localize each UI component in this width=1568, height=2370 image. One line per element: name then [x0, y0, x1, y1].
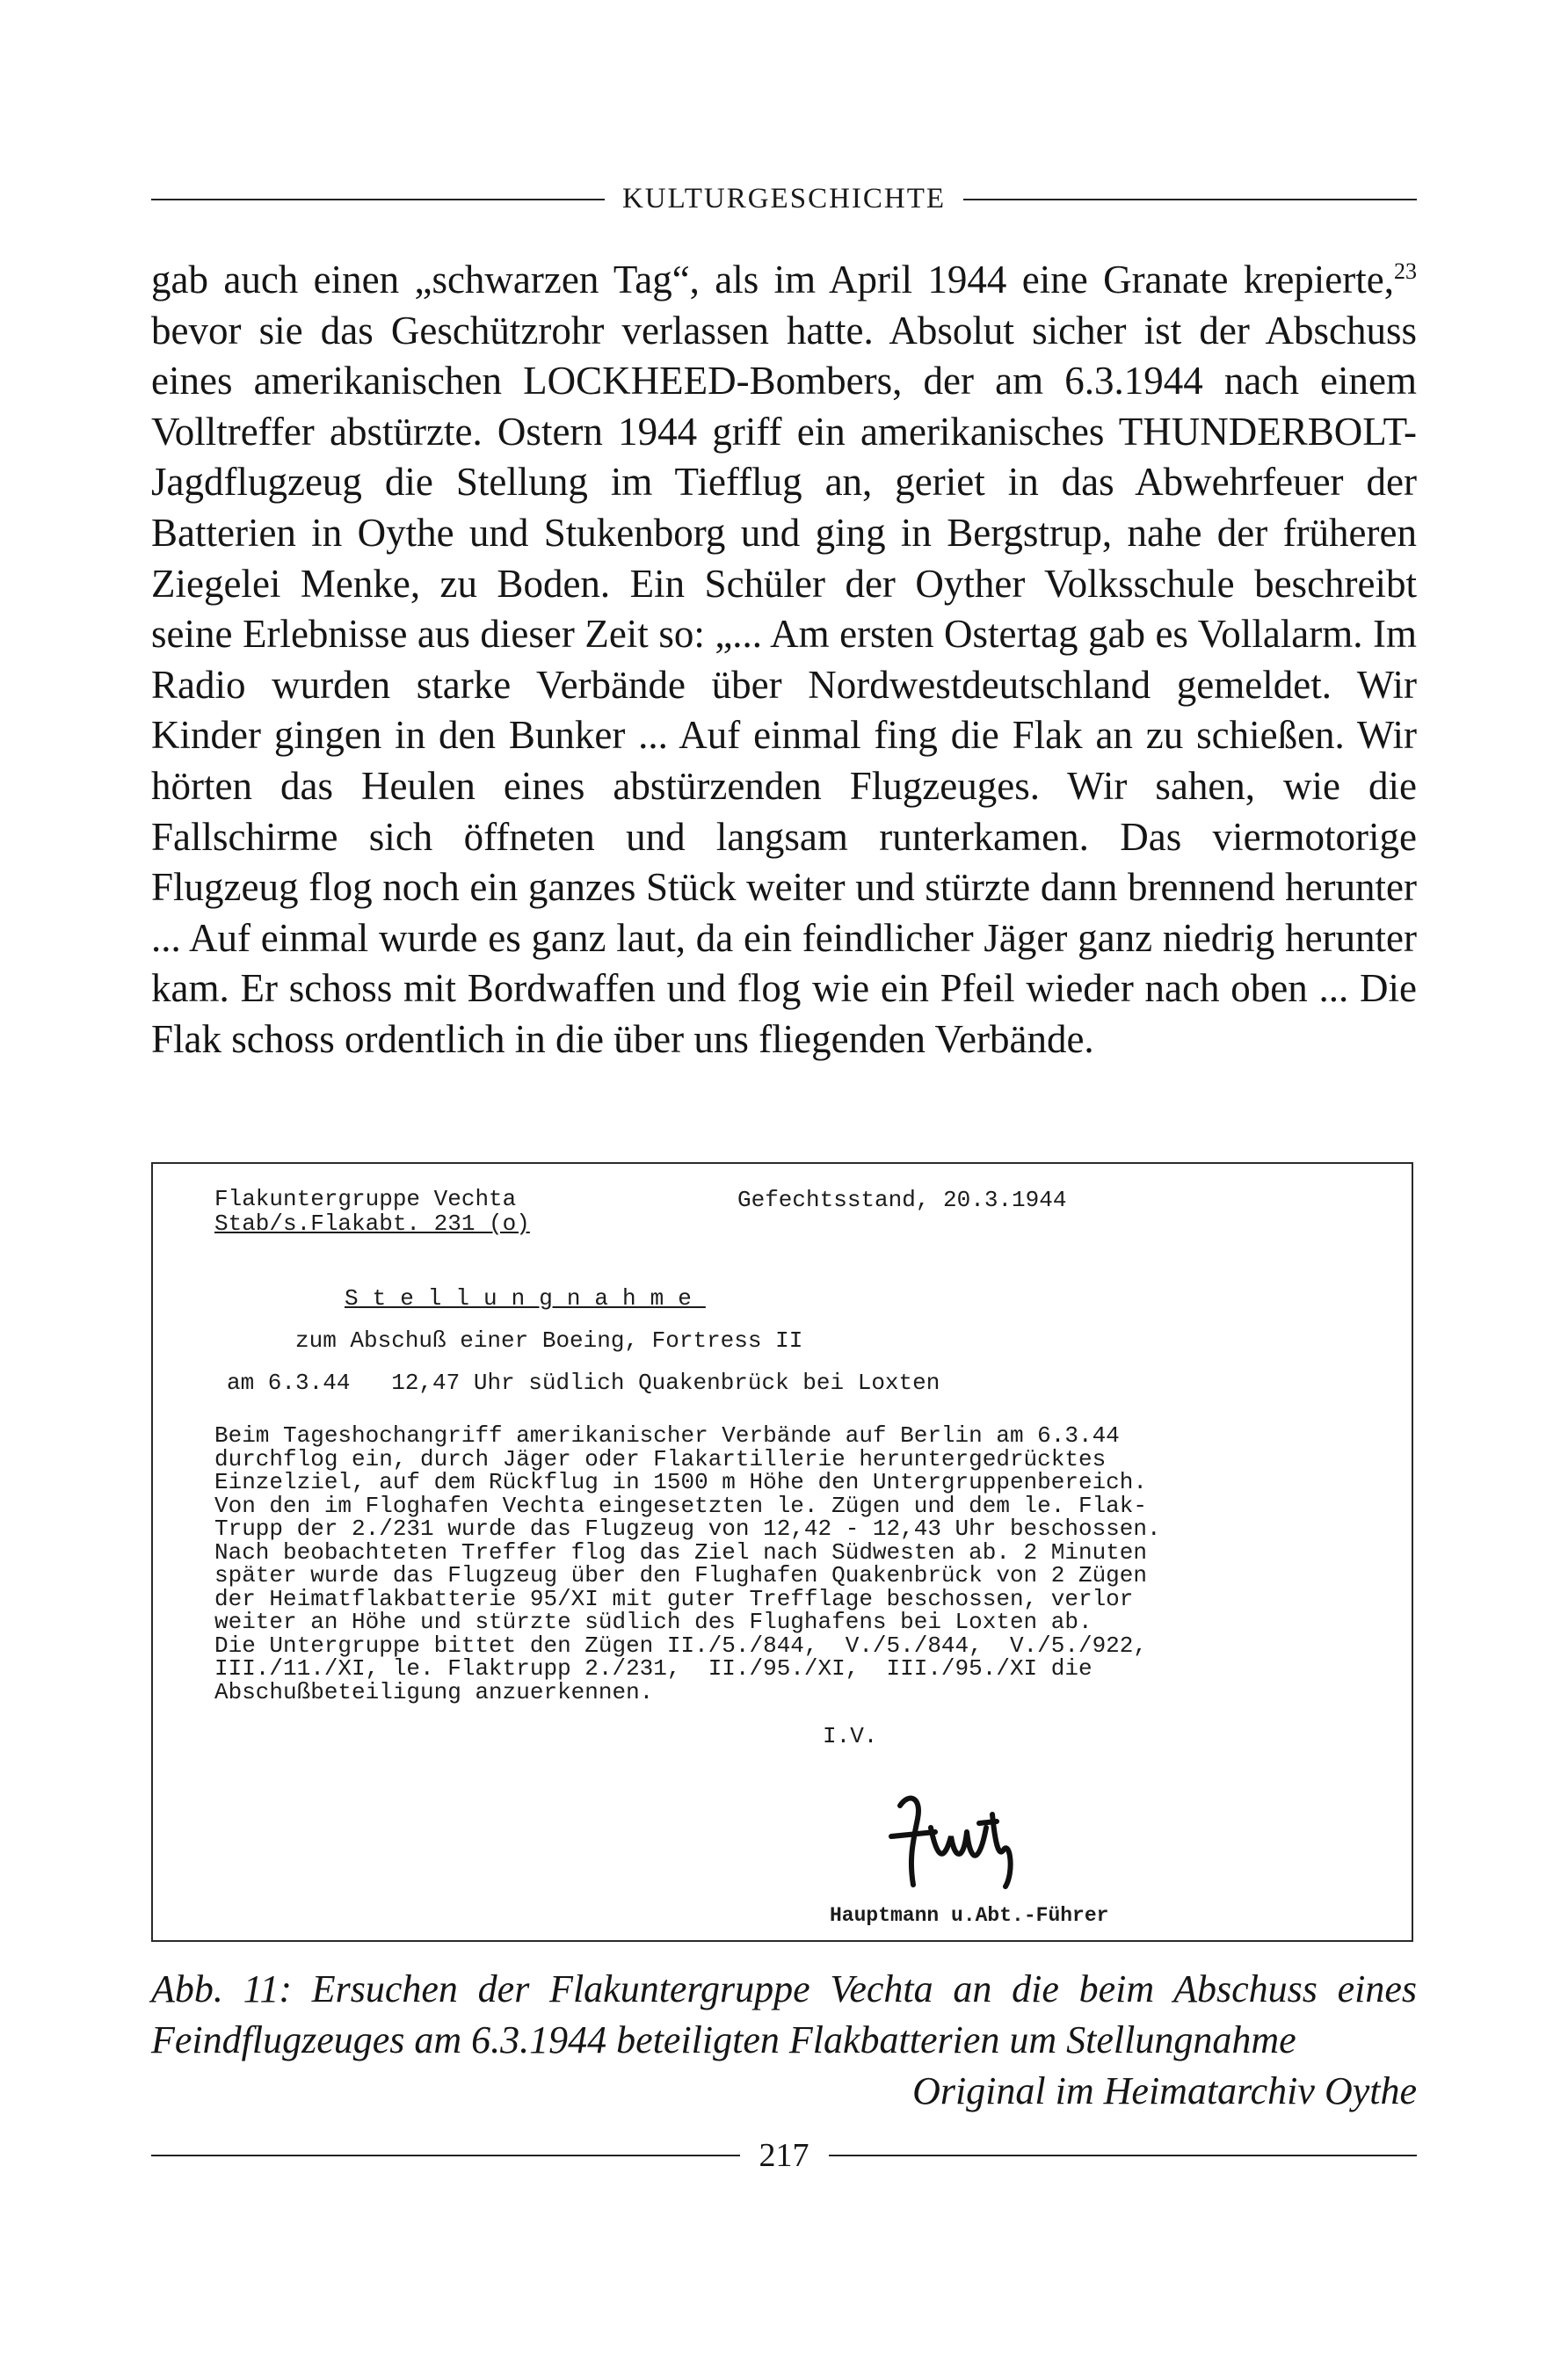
page-footer: [151, 2136, 1417, 2175]
running-head-rule-left: [151, 199, 605, 200]
body-text-part2: bevor sie das Geschützrohr verlassen hatte. Absolut sicher ist der Abschuss eines amerikanischen LOCKHEED-Bombers, der am 6.3.1944 nach einem Volltreffer abstürzte. Ostern 1944 griff ein amerikanisches THUNDERBOLT-Jagdflugzeug die Stellung im Tiefflug an, geriet in das Abwehrfeuer der Batterien in Oythe und Stukenborg und ging in Bergstrup, nahe der früheren Ziegelei Menke, zu Boden. Ein Schüler der Oyther Volksschule beschreibt seine Erlebnisse aus dieser Zeit so: „... Am ersten Ostertag gab es Vollalarm. Im Radio wurden starke Verbände über Nordwestdeutschland gemeldet. Wir Kinder gingen in den Bunker ... Auf einmal fing die Flak an zu schießen. Wir hörten das Heulen eines abstürzenden Flugzeuges. Wir sahen, wie die Fallschirme sich öffneten und langsam runterkamen. Das viermotorige Flugzeug flog noch ein ganzes Stück weiter und stürzte dann brennend herunter ... Auf einmal wurde es ganz laut, da ein feindlicher Jäger ganz niedrig herunter kam. Er schoss mit Bordwaffen und flog wie ein Pfeil wieder nach oben ... Die Flak schoss ordentlich in die über uns fliegenden Verbände.: [151, 308, 1417, 1061]
body-paragraph: [151, 255, 1417, 1065]
sender-unit: Flakuntergruppe Vechta: [214, 1186, 517, 1212]
document-body: Beim Tageshochangriff amerikanischer Verbände auf Berlin am 6.3.44 durchflog ein, durch Jäger oder Flakartillerie heruntergedrücktes Einzelziel, auf dem Rückflug in 1500 m Höhe den Untergruppenbereich. Von den im Floghafen Vechta eingesetzten le. Zügen und dem le. Flak- Trupp der 2./231 wurde das Flugzeug von 12,42 - 12,43 Uhr beschossen. Nach beobachteten Treffer flog das Ziel nach Südwesten ab. 2 Minuten später wurde das Flugzeug über den Flughafen Quakenbrück von 2 Zügen der Heimatflakbatterie 95/XI mit guter Trefflage beschossen, verlor weiter an Höhe und stürzte südlich des Flughafens bei Loxten ab. Die Untergruppe bittet den Zügen II./5./844, V./5./844, V./5./922, III./11./XI, le. Flaktrupp 2./231, II./95./XI, III./95./XI die Abschußbeteiligung anzuerkennen.: [214, 1422, 1161, 1705]
document-subtitle-2: am 6.3.44 12,47 Uhr südlich Quakenbrück bei Loxten: [227, 1370, 940, 1396]
caption-line-3: Original im Heimatarchiv Oythe: [912, 2069, 1417, 2112]
document-title: Stellungnahme: [345, 1285, 706, 1312]
figure-caption: [151, 1964, 1417, 2117]
document-facsimile: [151, 1162, 1413, 1942]
handwritten-signature: [882, 1788, 1032, 1894]
footer-rule-left: [151, 2155, 740, 2156]
letter-header-sender: [214, 1187, 530, 1236]
running-head-rule-right: [963, 199, 1417, 200]
caption-line-1: Abb. 11: Ersuchen der Flakuntergruppe Vechta an die beim Abschuss eines: [151, 1967, 1417, 2010]
footnote-reference: 23: [1394, 258, 1417, 284]
letter-header-date: Gefechtsstand, 20.3.1944: [737, 1187, 1067, 1213]
body-text-part1: gab auch einen „schwarzen Tag“, als im April 1944 eine Granate krepierte,: [151, 258, 1394, 302]
document-subtitle-1: zum Abschuß einer Boeing, Fortress II: [295, 1327, 803, 1354]
footer-rule-right: [829, 2155, 1418, 2156]
document-closing: I.V.: [823, 1723, 878, 1749]
running-head: [151, 183, 1417, 215]
sender-staff: Stab/s.Flakabt. 231 (o): [214, 1210, 530, 1237]
page-number: 217: [759, 2137, 809, 2174]
caption-line-2: Feindflugzeuges am 6.3.1944 beteiligten Flakbatterien um Stellungnahme: [151, 2018, 1296, 2061]
signer-title: Hauptmann u.Abt.-Führer: [830, 1904, 1109, 1927]
running-head-title: KULTURGESCHICHTE: [621, 183, 947, 214]
